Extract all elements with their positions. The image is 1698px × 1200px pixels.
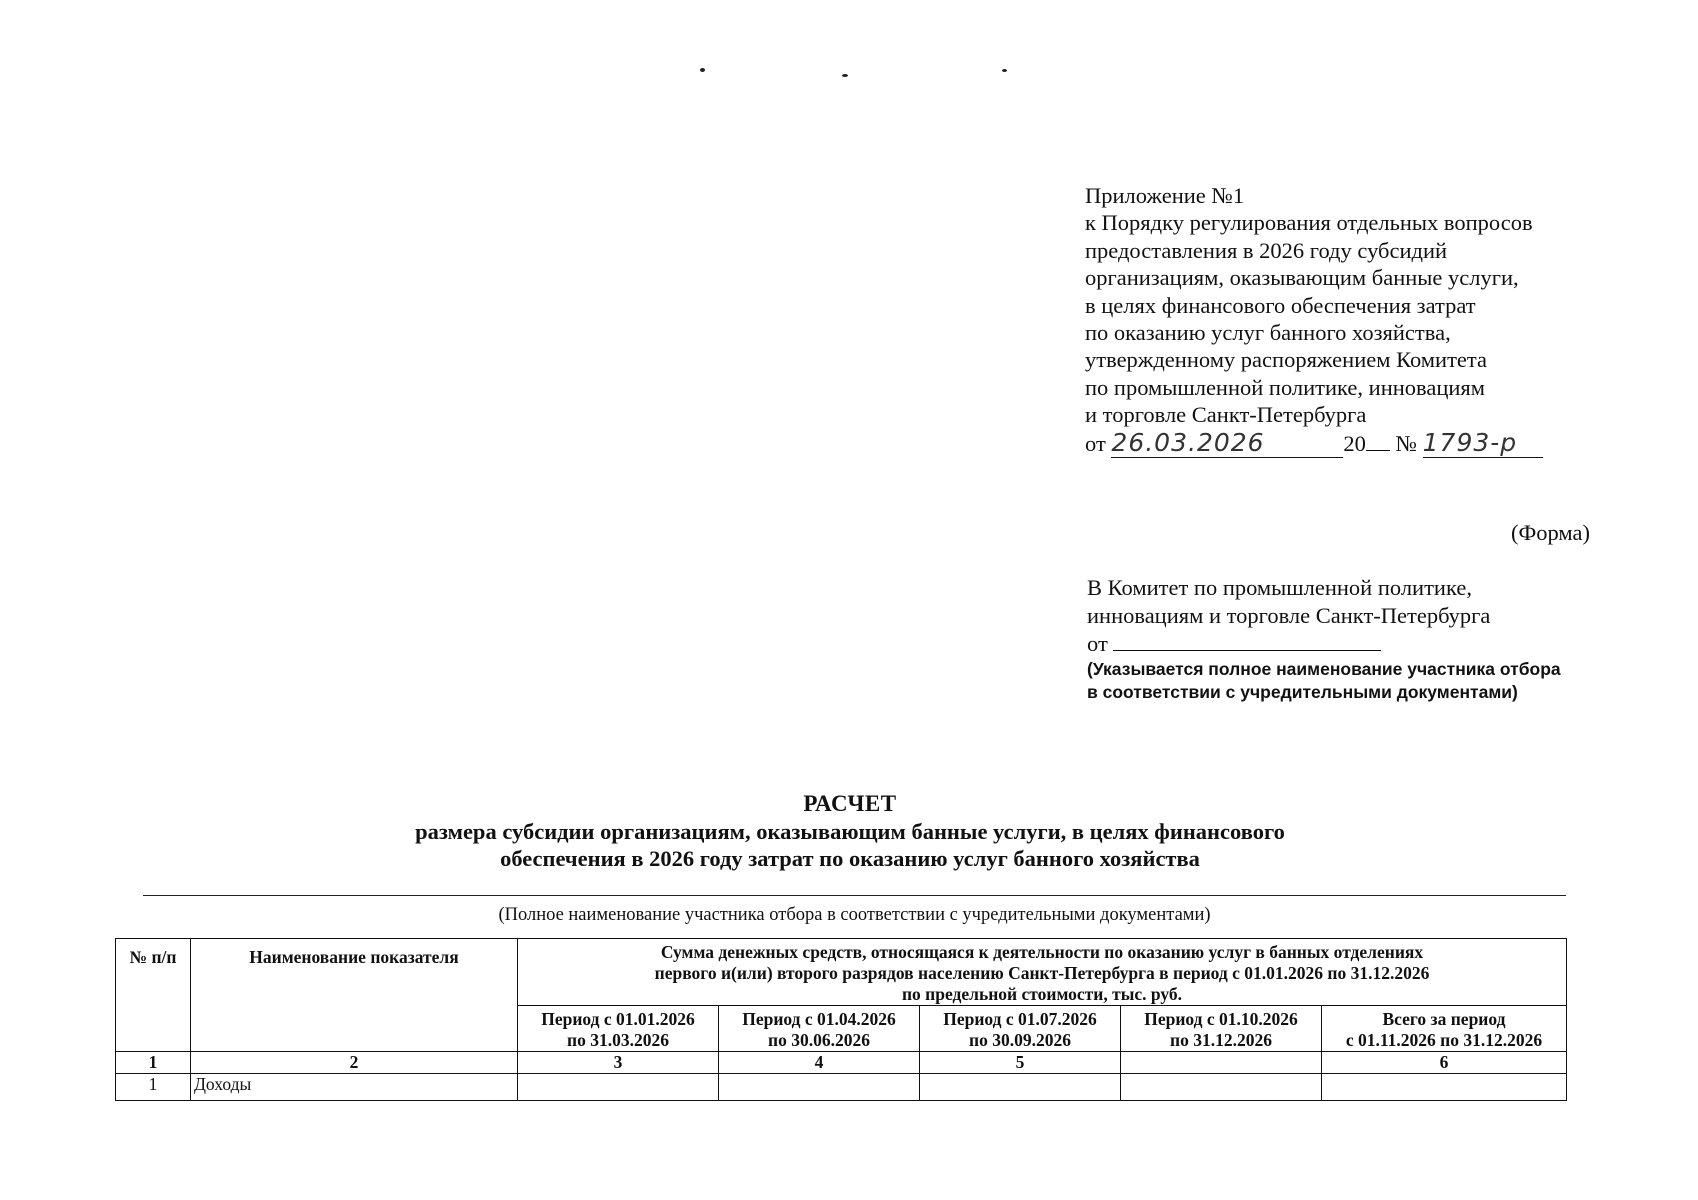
period-line: Период с 01.10.2026 — [1144, 1009, 1298, 1029]
participant-caption: (Полное наименование участника отбора в соответствии с учредительными документами) — [498, 905, 1211, 925]
annex-line: утвержденному распоряжением Комитета — [1085, 347, 1487, 373]
column-number: 1 — [116, 1052, 191, 1074]
period-line: с 01.11.2026 по 31.12.2026 — [1345, 1030, 1543, 1050]
participant-name-line — [143, 895, 1566, 896]
period-line: по 31.12.2026 — [1170, 1030, 1272, 1050]
header-period — [719, 1006, 920, 1052]
scan-speck — [842, 74, 848, 77]
annex-date-line — [1085, 429, 1645, 458]
addressee-note: в соответствии с учредительными документами) — [1087, 682, 1518, 702]
column-number: 2 — [191, 1052, 518, 1074]
column-number: 5 — [920, 1052, 1121, 1074]
annex-line: организациям, оказывающим банные услуги, — [1085, 265, 1519, 291]
title-main: РАСЧЕТ — [803, 791, 897, 816]
header-group-line: по предельной стоимости, тыс. руб. — [901, 984, 1183, 1004]
header-group-line: Сумма денежных средств, относящаяся к деятельности по оказанию услуг в банных отделениях — [660, 942, 1424, 962]
annex-line: и торговле Санкт-Петербурга — [1085, 402, 1367, 428]
header-group-line: первого и(или) второго разрядов населению Санкт-Петербурга в период с 01.01.2026 по 31.12.2026 — [654, 963, 1430, 983]
column-number — [1121, 1052, 1322, 1074]
addressee-line: В Комитет по промышленной политике, — [1087, 575, 1472, 600]
annex-line: к Порядку регулирования отдельных вопросов — [1085, 210, 1533, 236]
annex-line: предоставления в 2026 году субсидий — [1085, 237, 1448, 263]
scan-speck — [700, 68, 705, 72]
header-period-total — [1322, 1006, 1567, 1052]
handwritten-number: 1793-р — [1422, 427, 1518, 457]
scan-speck — [1002, 69, 1007, 72]
period-line: Период с 01.01.2026 — [541, 1009, 695, 1029]
annex-line: по оказанию услуг банного хозяйства, — [1085, 320, 1451, 346]
period-line: по 31.03.2026 — [567, 1030, 669, 1050]
annex-line: по промышленной политике, инновациям — [1085, 374, 1486, 400]
addressee-from-line — [1087, 630, 1607, 658]
header-period — [518, 1006, 719, 1052]
form-label: (Форма) — [1511, 520, 1590, 545]
period-line: по 30.09.2026 — [969, 1030, 1071, 1050]
from-prefix: от — [1087, 631, 1108, 656]
addressee-note: (Указывается полное наименование участника отбора — [1087, 659, 1561, 679]
row-value — [1121, 1074, 1322, 1101]
header-col-name: Наименование показателя — [191, 939, 518, 1052]
header-period — [1121, 1006, 1322, 1052]
addressee-block — [1087, 574, 1607, 704]
date-blank — [1111, 429, 1343, 458]
column-number: 3 — [518, 1052, 719, 1074]
header-col-no: № п/п — [116, 939, 191, 1052]
table-header-row — [116, 939, 1567, 1006]
year-suffix: 20 — [1343, 430, 1366, 456]
title-line: обеспечения в 2026 году затрат по оказанию услуг банного хозяйства — [500, 846, 1200, 871]
date-prefix: от — [1085, 430, 1106, 456]
annex-title: Приложение №1 — [1085, 183, 1245, 208]
year-blank — [1366, 450, 1390, 451]
annex-block — [1085, 182, 1645, 458]
row-value — [719, 1074, 920, 1101]
calculation-table — [115, 938, 1567, 1101]
document-title — [150, 790, 1550, 873]
table-column-numbers-row — [116, 1052, 1567, 1074]
from-blank — [1113, 650, 1381, 651]
annex-line: в целях финансового обеспечения затрат — [1085, 292, 1476, 318]
number-blank — [1423, 429, 1543, 458]
period-line: по 30.06.2026 — [768, 1030, 870, 1050]
addressee-line: инновациям и торговле Санкт-Петербурга — [1087, 603, 1491, 628]
header-group — [518, 939, 1567, 1006]
row-value — [920, 1074, 1121, 1101]
period-line: Период с 01.04.2026 — [742, 1009, 896, 1029]
row-number: 1 — [116, 1074, 191, 1101]
column-number: 4 — [719, 1052, 920, 1074]
row-value — [1322, 1074, 1567, 1101]
title-line: размера субсидии организациям, оказывающим банные услуги, в целях финансового — [415, 818, 1285, 844]
row-value — [518, 1074, 719, 1101]
table-row — [116, 1074, 1567, 1101]
number-sign: № — [1395, 430, 1418, 456]
column-number: 6 — [1322, 1052, 1567, 1074]
period-line: Период с 01.07.2026 — [943, 1009, 1097, 1029]
period-line: Всего за период — [1382, 1009, 1506, 1029]
row-name: Доходы — [191, 1074, 518, 1101]
header-period — [920, 1006, 1121, 1052]
handwritten-date: 26.03.2026 — [1111, 427, 1265, 457]
